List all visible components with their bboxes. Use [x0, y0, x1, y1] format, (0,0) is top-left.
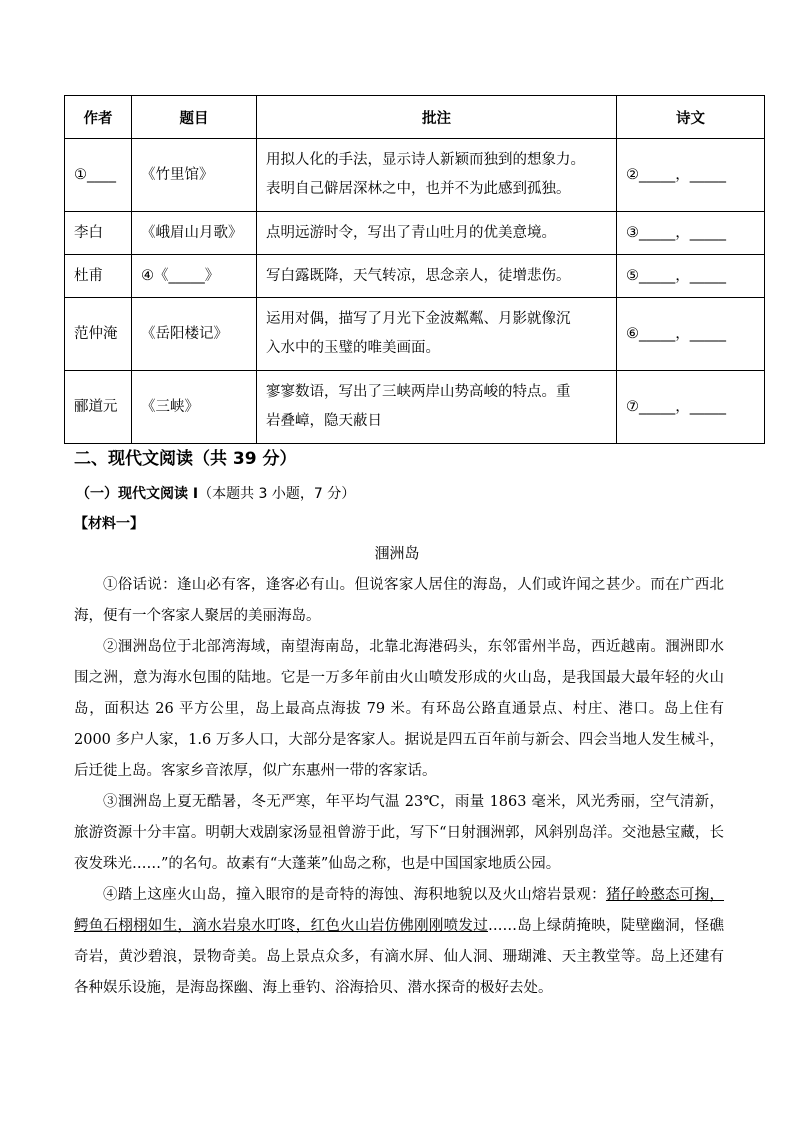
- paragraph: ③涠洲岛上夏无酷暑，冬无严寒，年平均气温 23℃，雨量 1863 毫米，风光秀丽，空气清新，旅游资源十分丰富。明朝大戏剧家汤显祖曾游于此，写下“日射涠洲郭，风斜别岛洋。交池悬宝藏，长夜发珠光……”的名句。故素有“大蓬莱”仙岛之称，也是中国国家地质公园。: [74, 794, 724, 872]
- paragraph-tail: ……岛上绿荫掩映，陡壁幽洞，怪礁奇岩，黄沙碧浪，景物奇美。岛上景点众多，有滴水屏、仙人洞、珊瑚滩、天主教堂等。岛上还建有各种娱乐设施，是海岛探幽、海上垂钓、浴海拾贝、潜水探奇的极好去处。: [74, 918, 724, 996]
- cell-author: 李白: [65, 212, 132, 255]
- subsection-info: （本题共 3 小题，7 分）: [198, 486, 356, 502]
- subsection-heading: [76, 483, 355, 503]
- cell-poem: ②_____，_____: [617, 139, 765, 212]
- material-label: 【材料一】: [74, 516, 144, 532]
- header-author: 作者: [65, 96, 132, 139]
- note-line: 表明自己僻居深林之中，也并不为此感到孤独。: [266, 181, 571, 197]
- table-header-row: [65, 96, 765, 139]
- table-row: [65, 139, 765, 212]
- cell-poem: ③_____，_____: [617, 212, 765, 255]
- section-heading: 二、现代文阅读（共 39 分）: [74, 449, 297, 469]
- cell-poem: ⑦_____，_____: [617, 371, 765, 444]
- header-note: 批注: [257, 96, 617, 139]
- cell-title: ④《_____》: [132, 255, 257, 298]
- cell-note: 写白露既降，天气转凉，思念亲人，徒增悲伤。: [257, 255, 617, 298]
- header-poem: 诗文: [617, 96, 765, 139]
- table-row: [65, 371, 765, 444]
- cell-note: [257, 139, 617, 212]
- passage-title: 涠洲岛: [374, 544, 420, 562]
- note-line: 运用对偶，描写了月光下金波粼粼、月影就像沉: [266, 311, 571, 327]
- table-row: [65, 212, 765, 255]
- cell-poem: ⑤_____，_____: [617, 255, 765, 298]
- subsection-title: （一）现代文阅读 I: [76, 486, 199, 502]
- cell-title: 《三峡》: [132, 371, 257, 444]
- paragraph: ①俗话说：逢山必有客，逢客必有山。但说客家人居住的海岛，人们或许闻之甚少。而在广西北海，便有一个客家人聚居的美丽海岛。: [74, 577, 724, 624]
- paragraph: ②涠洲岛位于北部湾海域，南望海南岛，北靠北海港码头，东邻雷州半岛，西近越南。涠洲即水围之洲，意为海水包围的陆地。它是一万多年前由火山喷发形成的火山岛，是我国最大最年轻的火山岛，面积达 26 平方公里，岛上最高点海拔 79 米。有环岛公路直通景点、村庄、港口。岛上住有 2000 多户人家，1.6 万多人口，大部分是客家人。据说是四五百年前与新会、四会当地人发生械斗，后迁徙上岛。客家乡音浓厚，似广东惠州一带的客家话。: [74, 639, 724, 779]
- cell-title: 《峨眉山月歌》: [132, 212, 257, 255]
- header-title: 题目: [132, 96, 257, 139]
- note-line: 寥寥数语，写出了三峡两岸山势高峻的特点。重: [266, 384, 571, 400]
- cell-title: 《竹里馆》: [132, 139, 257, 212]
- cell-poem: ⑥_____，_____: [617, 298, 765, 371]
- note-line: 岩叠嶂，隐天蔽日: [266, 413, 382, 429]
- table-row: [65, 298, 765, 371]
- cell-note: 点明远游时令，写出了青山吐月的优美意境。: [257, 212, 617, 255]
- note-line: 入水中的玉璧的唯美画面。: [266, 340, 440, 356]
- cell-title: 《岳阳楼记》: [132, 298, 257, 371]
- paragraph-lead: ④踏上这座火山岛，撞入眼帘的是奇特的海蚀、海积地貌以及火山熔岩景观：: [103, 887, 606, 903]
- cell-note: [257, 298, 617, 371]
- underlined-sentence: 猪仔岭憨态可掬，鳄鱼石栩栩如生，滴水岩泉水叮咚，红色火山岩仿佛刚刚喷发过: [74, 887, 725, 934]
- cell-author: ①____: [65, 139, 132, 212]
- paragraph: [74, 880, 724, 1004]
- note-line: 用拟人化的手法，显示诗人新颖而独到的想象力。: [266, 152, 585, 168]
- cell-author: 杜甫: [65, 255, 132, 298]
- cell-note: [257, 371, 617, 444]
- annotation-table: [64, 95, 765, 444]
- cell-author: 范仲淹: [65, 298, 132, 371]
- cell-author: 郦道元: [65, 371, 132, 444]
- passage-body: [74, 570, 724, 1004]
- table-row: [65, 255, 765, 298]
